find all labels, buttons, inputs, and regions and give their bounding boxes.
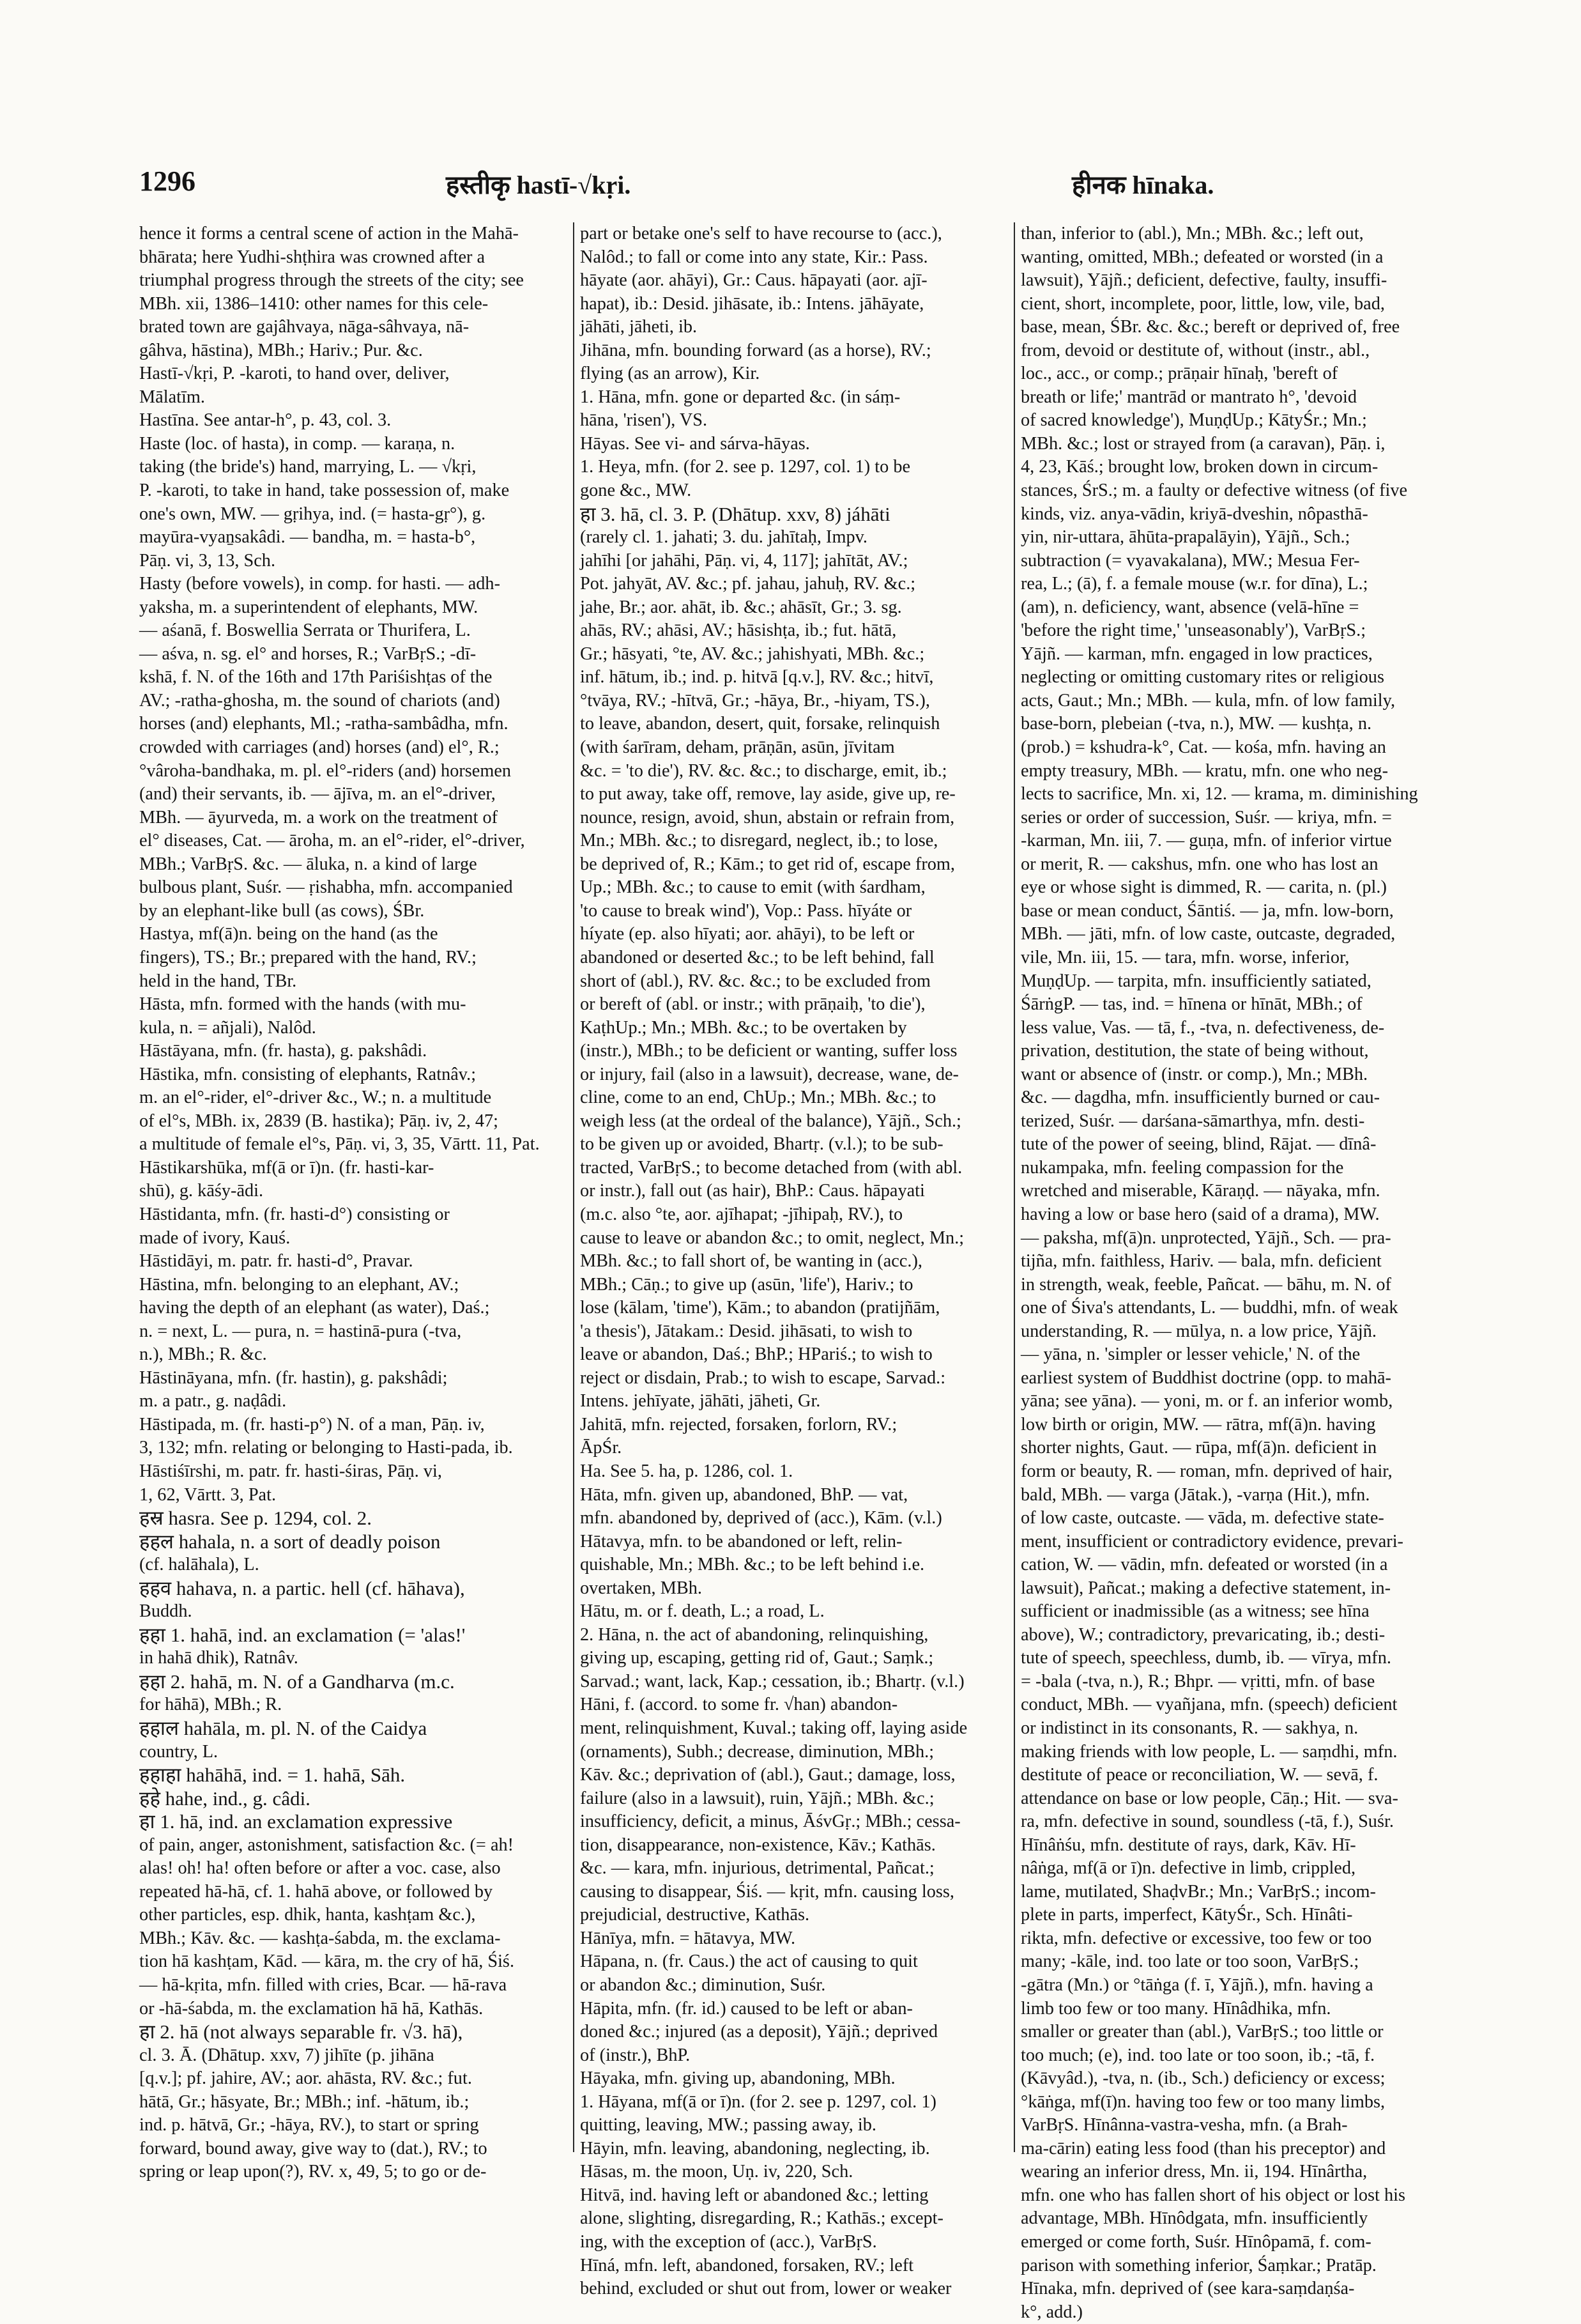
dictionary-line: ment, insufficient or contradictory evidence, prevari-	[1021, 1531, 1403, 1551]
dictionary-line: forward, bound away, give way to (dat.), RV.; to	[139, 2138, 487, 2159]
dictionary-line: be deprived of, R.; Kām.; to get rid of, escape from,	[580, 854, 955, 874]
dictionary-line: subtraction (= vyavakalana), MW.; Mesua Fer-	[1021, 550, 1360, 571]
dictionary-line: base-born, plebeian (-tva, n.), MW. — kushṭa, n.	[1021, 714, 1372, 734]
dictionary-line: part or betake one's self to have recourse to (acc.),	[580, 224, 942, 243]
dictionary-line: [q.v.]; pf. jahire, AV.; aor. ahāsta, RV. &c.; fut.	[139, 2068, 472, 2089]
dictionary-line: ra, mfn. defective in sound, soundless (-tā, f.), Suśr.	[1021, 1812, 1394, 1832]
dictionary-line: series or order of succession, Suśr. — kriya, mfn. =	[1021, 807, 1392, 827]
dictionary-line: 'to cause to break wind'), Vop.: Pass. hīyáte or	[580, 900, 912, 921]
dictionary-line: smaller or greater than (abl.), VarBṛS.; too little or	[1021, 2022, 1384, 2042]
dictionary-line: base or mean conduct, Śāntiś. — ja, mfn. low-born,	[1021, 900, 1394, 921]
dictionary-line: हहल hahala, n. a sort of deadly poison	[139, 1530, 441, 1553]
dictionary-line: Mālatīm.	[139, 387, 205, 407]
dictionary-line: loc., acc., or comp.; prāṇair hīnaḥ, 'bereft of	[1021, 364, 1338, 384]
dictionary-line: giving up, escaping, getting rid of, Gaut.; Saṃk.;	[580, 1648, 934, 1668]
dictionary-line: = -bala (-tva, n.), R.; Bhpr. — vṛitti, mfn. of base	[1021, 1671, 1375, 1691]
dictionary-line: हा 1. hā, ind. an exclamation expressive	[139, 1810, 453, 1833]
dictionary-line: MBh. &c.; to fall short of, be wanting in (acc.),	[580, 1251, 922, 1272]
dictionary-line: want or absence of (instr. or comp.), Mn.; MBh.	[1021, 1064, 1368, 1084]
dictionary-line: base, mean, ŚBr. &c. &c.; bereft or deprived of, free	[1021, 317, 1400, 337]
left-running-head: हस्तीकृ hastī-√kṛi.	[446, 171, 631, 199]
dictionary-line: destitute of peace or reconciliation, W. — sevā, f.	[1021, 1765, 1379, 1785]
dictionary-line: &c. = 'to die'), RV. &c. &c.; to discharge, emit, ib.;	[580, 760, 947, 781]
dictionary-line: lame, mutilated, ShaḍvBr.; Mn.; VarBṛS.; incom-	[1021, 1881, 1376, 1902]
dictionary-line: lects to sacrifice, Mn. xi, 12. — krama, m. diminishing	[1021, 784, 1418, 804]
dictionary-line: mfn. abandoned by, deprived of (acc.), Kām. (v.l.)	[580, 1508, 942, 1528]
dictionary-line: one's own, MW. — gṛihya, ind. (= hasta-gṛ°), g.	[139, 504, 486, 524]
dictionary-line: of sacred knowledge'), MuṇḍUp.; KātyŚr.; Mn.;	[1021, 410, 1367, 431]
dictionary-line: (Kāvyâd.), -tva, n. (ib., Sch.) deficiency or excess;	[1021, 2068, 1386, 2089]
dictionary-line: gone &c., MW.	[580, 481, 692, 501]
dictionary-line: cient, short, incomplete, poor, little, low, vile, bad,	[1021, 293, 1385, 314]
dictionary-line: (am), n. deficiency, want, absence (velā-hīne =	[1021, 597, 1359, 617]
dictionary-line: MBh. — jāti, mfn. of low caste, outcaste, degraded,	[1021, 924, 1396, 944]
dictionary-line: हा 3. hā, cl. 3. P. (Dhātup. xxv, 8) jáhāti	[580, 502, 890, 525]
dictionary-line: hātā, Gr.; hāsyate, Br.; MBh.; inf. -hātum, ib.;	[139, 2091, 470, 2112]
dictionary-line: 2. Hāna, n. the act of abandoning, relinquishing,	[580, 1624, 929, 1645]
dictionary-line: to be given up or avoided, Bhartṛ. (v.l.); to be sub-	[580, 1134, 943, 1155]
dictionary-line: Hāyaka, mfn. giving up, abandoning, MBh.	[580, 2068, 896, 2089]
dictionary-line: Hitvā, ind. having left or abandoned &c.; letting	[580, 2185, 929, 2205]
dictionary-line: tion, disappearance, non-existence, Kāv.; Kathās.	[580, 1835, 936, 1855]
dictionary-line: Mn.; MBh. &c.; to disregard, neglect, ib.; to lose,	[580, 831, 938, 851]
dictionary-line: yaksha, m. a superintendent of elephants, MW.	[139, 597, 478, 617]
dictionary-line: Hāsas, m. the moon, Uṇ. iv, 220, Sch.	[580, 2162, 853, 2182]
dictionary-line: privation, destitution, the state of being without,	[1021, 1041, 1369, 1061]
dictionary-line: causing to disappear, Śiś. — kṛit, mfn. causing loss,	[580, 1881, 954, 1902]
dictionary-line: °vâroha-bandhaka, m. pl. el°-riders (and) horsemen	[139, 760, 512, 781]
dictionary-line: in strength, weak, feeble, Pañcat. — bāhu, m. N. of	[1021, 1274, 1391, 1295]
dictionary-line: MBh.; VarBṛS. &c. — āluka, n. a kind of large	[139, 854, 477, 874]
dictionary-line: plete in parts, imperfect, KātyŚr., Sch. Hīnâti-	[1021, 1905, 1353, 1925]
dictionary-line: हहव hahava, n. a partic. hell (cf. hāhava),	[139, 1576, 465, 1599]
dictionary-line: cause to leave or abandon &c.; to omit, neglect, Mn.;	[580, 1227, 965, 1248]
dictionary-line: °kāṅga, mf(ī)n. having too few or too many limbs,	[1021, 2091, 1386, 2112]
dictionary-line: behind, excluded or shut out from, lower or weaker	[580, 2279, 952, 2299]
dictionary-line: having the depth of an elephant (as water), Daś.;	[139, 1298, 490, 1318]
dictionary-line: hence it forms a central scene of action in the Mahā-	[139, 224, 519, 243]
dictionary-line: Yājñ. — karman, mfn. engaged in low practices,	[1021, 643, 1373, 664]
dictionary-line: quitting, leaving, MW.; passing away, ib.	[580, 2115, 876, 2135]
dictionary-line: m. an el°-rider, el°-driver &c., W.; n. a multitude	[139, 1088, 492, 1108]
dictionary-line: MuṇḍUp. — tarpita, mfn. insufficiently satiated,	[1021, 971, 1371, 991]
dictionary-line: 1. Hāyana, mf(ā or ī)n. (for 2. see p. 1297, col. 1)	[580, 2091, 936, 2112]
dictionary-line: Hāstiśīrshi, m. patr. fr. hasti-śiras, Pāṇ. vi,	[139, 1461, 442, 1481]
dictionary-line: understanding, R. — mūlya, n. a low price, Yājñ.	[1021, 1321, 1377, 1341]
dictionary-line: wearing an inferior dress, Mn. ii, 194. Hīnârtha,	[1021, 2162, 1368, 2182]
dictionary-line: (prob.) = kshudra-k°, Cat. — kośa, mfn. having an	[1021, 737, 1386, 758]
dictionary-line: MBh. — āyurveda, m. a work on the treatment of	[139, 807, 498, 827]
dictionary-line: Hātu, m. or f. death, L.; a road, L.	[580, 1601, 825, 1622]
dictionary-line: tion hā kashṭam, Kād. — kāra, m. the cry of hā, Śiś.	[139, 1951, 515, 1972]
dictionary-line: or injury, fail (also in a lawsuit), decrease, wane, de-	[580, 1064, 959, 1084]
dictionary-line: — aśva, n. sg. el° and horses, R.; VarBṛS.; -dī-	[139, 643, 477, 664]
dictionary-line: 1, 62, Vārtt. 3, Pat.	[139, 1484, 277, 1505]
dictionary-line: tute of speech, speechless, dumb, ib. — vīrya, mfn.	[1021, 1648, 1391, 1668]
dictionary-line: in hahā dhik), Ratnâv.	[139, 1648, 298, 1668]
dictionary-line: rikta, mfn. defective or excessive, too few or too	[1021, 1928, 1372, 1948]
dictionary-line: quishable, Mn.; MBh. &c.; to be left behind i.e.	[580, 1555, 925, 1575]
dictionary-line: (m.c. also °te, aor. ajīhapat; -jīhipaḥ, RV.), to	[580, 1204, 903, 1224]
dictionary-line: yāna; see yāna). — yoni, m. or f. an inferior womb,	[1021, 1391, 1393, 1412]
dictionary-line: to leave, abandon, desert, quit, forsake, relinquish	[580, 714, 940, 734]
dictionary-line: horses (and) elephants, Ml.; -ratha-sambâdha, mfn.	[139, 714, 508, 734]
dictionary-line: tute of the power of seeing, blind, Rājat. — dīnâ-	[1021, 1134, 1377, 1155]
dictionary-line: (cf. halāhala), L.	[139, 1555, 259, 1575]
dictionary-line: Jihāna, mfn. bounding forward (as a horse), RV.;	[580, 340, 931, 360]
dictionary-line: cation, W. — vādin, mfn. defeated or worsted (in a	[1021, 1555, 1388, 1575]
dictionary-line: k°, add.)	[1021, 2302, 1083, 2322]
dictionary-line: Hāpana, n. (fr. Caus.) the act of causing to quit	[580, 1951, 918, 1972]
dictionary-line: Hastī-√kṛi, P. -karoti, to hand over, deliver,	[139, 364, 450, 384]
dictionary-line: Hātavya, mfn. to be abandoned or left, relin-	[580, 1531, 903, 1551]
dictionary-line: a multitude of female el°s, Pāṇ. vi, 3, 35, Vārtt. 11, Pat.	[139, 1134, 540, 1155]
dictionary-line: MBh.; Cāṇ.; to give up (asūn, 'life'), Hariv.; to	[580, 1274, 913, 1295]
dictionary-line: acts, Gaut.; Mn.; MBh. — kula, mfn. of low family,	[1021, 690, 1396, 711]
dictionary-line: bulbous plant, Suśr. — ṛishabha, mfn. accompanied	[139, 877, 513, 898]
dictionary-line: ma-cārin) eating less food (than his preceptor) and	[1021, 2138, 1386, 2159]
dictionary-line: one of Śiva's attendants, L. — buddhi, mfn. of weak	[1021, 1298, 1398, 1318]
dictionary-line: Hāyas. See vi- and sárva-hāyas.	[580, 433, 810, 454]
dictionary-line: Sarvad.; want, lack, Kap.; cessation, ib.; Bhartṛ. (v.l.)	[580, 1671, 965, 1691]
dictionary-line: Hāstidanta, mfn. (fr. hasti-d°) consisting or	[139, 1204, 450, 1224]
dictionary-line: neglecting or omitting customary rites or religious	[1021, 667, 1384, 688]
dictionary-line: of pain, anger, astonishment, satisfaction &c. (= ah!	[139, 1835, 514, 1855]
dictionary-line: spring or leap upon(?), RV. x, 49, 5; to go or de-	[139, 2162, 487, 2182]
dictionary-line: abandoned or deserted &c.; to be left behind, fall	[580, 947, 935, 967]
dictionary-line: हहे hahe, ind., g. câdi.	[139, 1787, 310, 1810]
dictionary-line: — aśanā, f. Boswellia Serrata or Thurifera, L.	[139, 620, 471, 641]
dictionary-line: हा 2. hā (not always separable fr. √3. hā),	[139, 2020, 463, 2043]
dictionary-line: Jahitā, mfn. rejected, forsaken, forlorn, RV.;	[580, 1414, 897, 1435]
dictionary-line: Up.; MBh. &c.; to cause to emit (with śardham,	[580, 877, 926, 898]
dictionary-line: tracted, VarBṛS.; to become detached from (with abl.	[580, 1157, 963, 1178]
dictionary-line: shorter nights, Gaut. — rūpa, mf(ā)n. deficient in	[1021, 1438, 1377, 1458]
dictionary-line: limb too few or too many. Hīnâdhika, mfn.	[1021, 1998, 1331, 2019]
dictionary-line: prejudicial, destructive, Kathās.	[580, 1905, 810, 1925]
dictionary-line: VarBṛS. Hīnânna-vastra-vesha, mfn. (a Brah-	[1021, 2115, 1348, 2135]
dictionary-line: bald, MBh. — varga (Jātak.), -varṇa (Hit.), mfn.	[1021, 1484, 1370, 1505]
dictionary-line: leave or abandon, Daś.; BhP.; HPariś.; to wish to	[580, 1344, 933, 1365]
dictionary-line: el° diseases, Cat. — āroha, m. an el°-rider, el°-driver,	[139, 831, 525, 851]
dictionary-line: híyate (ep. also hīyati; aor. ahāyi), to be left or	[580, 924, 915, 944]
dictionary-line: less value, Vas. — tā, f., -tva, n. defectiveness, de-	[1021, 1017, 1385, 1038]
dictionary-line: rea, L.; (ā), f. a female mouse (w.r. for dīna), L.;	[1021, 574, 1368, 594]
dictionary-line: triumphal progress through the streets of the city; see	[139, 270, 524, 291]
dictionary-line: — hā-kṛita, mfn. filled with cries, Bcar. — hā-rava	[139, 1975, 507, 1996]
dictionary-line: hāna, 'risen'), VS.	[580, 410, 708, 431]
dictionary-line: हहाल hahāla, m. pl. N. of the Caidya	[139, 1717, 427, 1739]
dictionary-line: made of ivory, Kauś.	[139, 1227, 291, 1248]
page-number: 1296	[139, 165, 195, 197]
dictionary-line: crowded with carriages (and) horses (and) el°, R.;	[139, 737, 500, 758]
dictionary-line: Pāṇ. vi, 3, 13, Sch.	[139, 550, 276, 571]
dictionary-line: jāhāti, jāheti, ib.	[580, 317, 698, 337]
dictionary-line: or merit, R. — cakshus, mfn. one who has lost an	[1021, 854, 1379, 874]
dictionary-line: jahīhi [or jahāhi, Pāṇ. vi, 4, 117]; jahītāt, AV.;	[580, 550, 908, 571]
dictionary-line: or instr.), fall out (as hair), BhP.: Caus. hāpayati	[580, 1181, 925, 1201]
dictionary-line: doned &c.; injured (as a deposit), Yājñ.; deprived	[580, 2022, 938, 2042]
dictionary-line: MBh.; Kāv. &c. — kashṭa-śabda, m. the exclama-	[139, 1928, 501, 1948]
dictionary-line: Hāta, mfn. given up, abandoned, BhP. — vat,	[580, 1484, 908, 1505]
dictionary-line: Hastīna. See antar-h°, p. 43, col. 3.	[139, 410, 392, 431]
dictionary-line: (ornaments), Subh.; decrease, diminution, MBh.;	[580, 1741, 935, 1762]
dictionary-line: alone, slighting, disregarding, R.; Kathās.; except-	[580, 2208, 943, 2229]
dictionary-line: form or beauty, R. — roman, mfn. deprived of hair,	[1021, 1461, 1393, 1481]
dictionary-line: Haste (loc. of hasta), in comp. — karaṇa, n.	[139, 433, 455, 454]
dictionary-line: हहाहा hahāhā, ind. = 1. hahā, Sāh.	[139, 1764, 406, 1787]
dictionary-line: हहा 2. hahā, m. N. of a Gandharva (m.c.	[139, 1670, 455, 1693]
dictionary-line: emerged or come forth, Suśr. Hīnôpamā, f. com-	[1021, 2232, 1371, 2252]
dictionary-line: Hīnâṅśu, mfn. destitute of rays, dark, Kāv. Hī-	[1021, 1835, 1356, 1855]
dictionary-line: tijña, mfn. faithless, Hariv. — bala, mfn. deficient	[1021, 1251, 1382, 1272]
dictionary-line: shū), g. kāśy-ādi.	[139, 1181, 264, 1201]
dictionary-line: nounce, resign, avoid, shun, abstain or refrain from,	[580, 807, 955, 827]
dictionary-line: yin, nir-uttara, āhūta-prapalāyin), Yājñ., Sch.;	[1021, 527, 1350, 548]
right-running-head: हीनक hīnaka.	[1072, 171, 1214, 199]
dictionary-line: P. -karoti, to take in hand, take possession of, make	[139, 481, 510, 501]
dictionary-line: short of (abl.), RV. &c. &c.; to be excluded from	[580, 971, 931, 991]
dictionary-line: lose (kālam, 'time'), Kām.; to abandon (pratijñām,	[580, 1298, 940, 1318]
dictionary-line: °tvāya, RV.; -hītvā, Gr.; -hāya, Br., -hiyam, TS.),	[580, 690, 930, 711]
dictionary-line: or abandon &c.; diminution, Suśr.	[580, 1975, 826, 1996]
dictionary-line: 'before the right time,' 'unseasonably'), VarBṛS.;	[1021, 620, 1366, 641]
dictionary-line: Hāpita, mfn. (fr. id.) caused to be left or aban-	[580, 1998, 913, 2019]
dictionary-line: making friends with low people, L. — saṃdhi, mfn.	[1021, 1741, 1398, 1762]
dictionary-line: (instr.), MBh.; to be deficient or wanting, suffer loss	[580, 1041, 958, 1061]
dictionary-line: (rarely cl. 1. jahati; 3. du. jahītaḥ, Impv.	[580, 527, 867, 548]
dictionary-line: Hāstidāyi, m. patr. fr. hasti-d°, Pravar.	[139, 1251, 413, 1272]
dictionary-line: vile, Mn. iii, 15. — tara, mfn. worse, inferior,	[1021, 947, 1350, 967]
dictionary-line: too much; (e), ind. too late or too soon, ib.; -tā, f.	[1021, 2045, 1375, 2065]
dictionary-line: weigh less (at the ordeal of the balance), Yājñ., Sch.;	[580, 1111, 961, 1131]
dictionary-line: held in the hand, TBr.	[139, 971, 297, 991]
dictionary-line: Hīná, mfn. left, abandoned, forsaken, RV.; left	[580, 2255, 914, 2275]
dictionary-line: taking (the bride's) hand, marrying, L. — √kṛi,	[139, 457, 477, 477]
dictionary-line: empty treasury, MBh. — kratu, mfn. one who neg-	[1021, 760, 1388, 781]
dictionary-line: hapat), ib.: Desid. jihāsate, ib.: Intens. jāhāyate,	[580, 293, 924, 314]
dictionary-line: (with śarīram, deham, prāṇān, asūn, jīvitam	[580, 737, 895, 758]
dictionary-line: nâṅga, mf(ā or ī)n. defective in limb, crippled,	[1021, 1858, 1356, 1879]
dictionary-line: ĀpŚr.	[580, 1438, 622, 1458]
column-rule	[1014, 222, 1015, 2152]
dictionary-line: Hāstikarshūka, mf(ā or ī)n. (fr. hasti-kar-	[139, 1157, 434, 1178]
dictionary-line: हहा 1. hahā, ind. an exclamation (= 'alas!'	[139, 1623, 466, 1646]
dictionary-line: than, inferior to (abl.), Mn.; MBh. &c.; left out,	[1021, 224, 1364, 243]
dictionary-line: or bereft of (abl. or instr.; with prāṇaiḥ, 'to die'),	[580, 994, 926, 1015]
dictionary-line: AV.; -ratha-ghosha, m. the sound of chariots (and)	[139, 690, 500, 711]
dictionary-line: Buddh.	[139, 1601, 192, 1622]
dictionary-line: eye or whose sight is dimmed, R. — carita, n. (pl.)	[1021, 877, 1387, 898]
dictionary-line: alas! oh! ha! often before or after a voc. case, also	[139, 1858, 501, 1879]
dictionary-line: above), W.; contradictory, prevaricating, ib.; desti-	[1021, 1624, 1386, 1645]
dictionary-line: lawsuit), Yājñ.; deficient, defective, faulty, insuffi-	[1021, 270, 1387, 291]
dictionary-line: wanting, omitted, MBh.; defeated or worsted (in a	[1021, 247, 1384, 267]
dictionary-line: of (instr.), BhP.	[580, 2045, 691, 2065]
dictionary-line: MBh. xii, 1386–1410: other names for this cele-	[139, 293, 489, 314]
dictionary-line: Hāyin, mfn. leaving, abandoning, neglecting, ib.	[580, 2138, 930, 2159]
dictionary-line: (and) their servants, ib. — ājīva, m. an el°-driver,	[139, 784, 496, 804]
dictionary-line: cline, come to an end, ChUp.; Mn.; MBh. &c.; to	[580, 1088, 936, 1108]
dictionary-line: Intens. jehīyate, jāhāti, jāheti, Gr.	[580, 1391, 821, 1412]
dictionary-line: from, devoid or destitute of, without (instr., abl.,	[1021, 340, 1370, 360]
dictionary-line: failure (also in a lawsuit), ruin, Yājñ.; MBh. &c.;	[580, 1788, 935, 1808]
dictionary-line: fingers), TS.; Br.; prepared with the hand, RV.;	[139, 947, 477, 967]
dictionary-line: -karman, Mn. iii, 7. — guṇa, mfn. of inferior virtue	[1021, 831, 1392, 851]
column-left	[139, 222, 569, 2182]
dictionary-line: ing, with the exception of (acc.), VarBṛS.	[580, 2232, 877, 2252]
column-right	[1021, 222, 1450, 2322]
dictionary-line: many; -kāle, ind. too late or too soon, VarBṛS.;	[1021, 1951, 1359, 1972]
dictionary-line: &c. — dagdha, mfn. insufficiently burned or cau-	[1021, 1088, 1380, 1108]
dictionary-line: advantage, MBh. Hīnôdgata, mfn. insufficiently	[1021, 2208, 1368, 2229]
dictionary-line: sufficient or inadmissible (as a witness; see hīna	[1021, 1601, 1370, 1622]
dictionary-line: lawsuit), Pañcat.; making a defective statement, in-	[1021, 1578, 1391, 1598]
dictionary-line: ŚārṅgP. — tas, ind. = hīnena or hīnāt, MBh.; of	[1021, 994, 1363, 1015]
dictionary-line: KaṭhUp.; Mn.; MBh. &c.; to be overtaken by	[580, 1017, 907, 1038]
dictionary-line: Pot. jahyāt, AV. &c.; pf. jahau, jahuḥ, RV. &c.;	[580, 574, 916, 594]
dictionary-line: to put away, take off, remove, lay aside, give up, re-	[580, 784, 956, 804]
dictionary-line: Hāsta, mfn. formed with the hands (with mu-	[139, 994, 466, 1015]
dictionary-line: kinds, viz. anya-vādin, kriyā-dveshin, nôpasthā-	[1021, 504, 1368, 524]
dictionary-line: overtaken, MBh.	[580, 1578, 702, 1598]
dictionary-line: other particles, esp. dhik, hanta, kashṭam &c.),	[139, 1905, 476, 1925]
dictionary-line: Hāstāyana, mfn. (fr. hasta), g. pakshâdi.	[139, 1041, 427, 1061]
dictionary-line: by an elephant-like bull (as cows), ŚBr.	[139, 900, 425, 921]
dictionary-line: or indistinct in its consonants, R. — sakhya, n.	[1021, 1718, 1359, 1738]
dictionary-line: terized, Suśr. — darśana-sāmarthya, mfn. desti-	[1021, 1111, 1365, 1131]
dictionary-line: 4, 23, Kāś.; brought low, broken down in circum-	[1021, 457, 1379, 477]
dictionary-line: Hāstina, mfn. belonging to an elephant, AV.;	[139, 1274, 459, 1295]
dictionary-line: — paksha, mf(ā)n. unprotected, Yājñ., Sch. — pra-	[1021, 1227, 1391, 1248]
dictionary-line: — yāna, n. 'simpler or lesser vehicle,' N. of the	[1021, 1344, 1361, 1365]
dictionary-line: kula, n. = añjali), Nalôd.	[139, 1017, 316, 1038]
dictionary-line: having a low or base hero (said of a drama), MW.	[1021, 1204, 1380, 1224]
dictionary-line: MBh. &c.; lost or strayed from (a caravan), Pāṇ. i,	[1021, 433, 1386, 454]
dictionary-line: n. = next, L. — pura, n. = hastinā-pura (-tva,	[139, 1321, 462, 1341]
dictionary-line: 1. Hāna, mfn. gone or departed &c. (in sáṃ-	[580, 387, 901, 407]
dictionary-line: insufficiency, deficit, a minus, ĀśvGṛ.; MBh.; cessa-	[580, 1812, 961, 1832]
dictionary-line: ind. p. hātvā, Gr.; -hāya, RV.), to start or spring	[139, 2115, 479, 2135]
dictionary-line: or -hā-śabda, m. the exclamation hā hā, Kathās.	[139, 1998, 484, 2019]
dictionary-line: country, L.	[139, 1741, 218, 1762]
column-rule	[573, 222, 574, 2152]
dictionary-line: brated town are gajâhvaya, nāga-sâhvaya, nā-	[139, 317, 470, 337]
dictionary-line: reject or disdain, Prab.; to wish to escape, Sarvad.:	[580, 1367, 946, 1388]
dictionary-line: cl. 3. Ā. (Dhātup. xxv, 7) jihīte (p. jihāna	[139, 2045, 434, 2065]
dictionary-line: Ha. See 5. ha, p. 1286, col. 1.	[580, 1461, 793, 1481]
dictionary-line: &c. — kara, mfn. injurious, detrimental, Pañcat.;	[580, 1858, 935, 1879]
dictionary-line: Nalôd.; to fall or come into any state, Kir.: Pass.	[580, 247, 928, 267]
dictionary-line: ment, relinquishment, Kuval.; taking off, laying aside	[580, 1718, 968, 1738]
dictionary-line: hāyate (aor. ahāyi), Gr.: Caus. hāpayati (aor. ajī-	[580, 270, 928, 291]
dictionary-line: Hāstika, mfn. consisting of elephants, Ratnâv.;	[139, 1064, 477, 1084]
running-header	[139, 165, 1449, 203]
dictionary-line: Hāstipada, m. (fr. hasti-p°) N. of a man, Pāṇ. iv,	[139, 1414, 485, 1435]
dictionary-line: bhārata; here Yudhi-shṭhira was crowned after a	[139, 247, 485, 267]
dictionary-line: Hāstināyana, mfn. (fr. hastin), g. pakshâdi;	[139, 1367, 448, 1388]
dictionary-line: ahās, RV.; ahāsi, AV.; hāsishṭa, ib.; fut. hātā,	[580, 620, 897, 641]
dictionary-line: parison with something inferior, Śaṃkar.; Pratāp.	[1021, 2255, 1377, 2275]
dictionary-line: Hānīya, mfn. = hātavya, MW.	[580, 1928, 796, 1948]
dictionary-line: Hastya, mf(ā)n. being on the hand (as the	[139, 924, 438, 944]
dictionary-line: kshā, f. N. of the 16th and 17th Pariśishṭas of the	[139, 667, 493, 688]
dictionary-line: for hāhā), MBh.; R.	[139, 1695, 282, 1715]
dictionary-line: Hasty (before vowels), in comp. for hasti. — adh-	[139, 574, 500, 594]
dictionary-line: 1. Heya, mfn. (for 2. see p. 1297, col. 1) to be	[580, 457, 911, 477]
dictionary-line: mayūra-vyaṉsakâdi. — bandha, m. = hasta-b°,	[139, 527, 476, 548]
dictionary-line: 3, 132; mfn. relating or belonging to Hasti-pada, ib.	[139, 1438, 513, 1458]
dictionary-line: low birth or origin, MW. — rātra, mf(ā)n. having	[1021, 1414, 1376, 1435]
dictionary-line: repeated hā-hā, cf. 1. hahā above, or followed by	[139, 1881, 493, 1902]
dictionary-line: Kāv. &c.; deprivation of (abl.), Gaut.; damage, loss,	[580, 1765, 956, 1785]
dictionary-line: inf. hātum, ib.; ind. p. hitvā [q.v.], RV. &c.; hitvī,	[580, 667, 934, 688]
dictionary-line: flying (as an arrow), Kir.	[580, 364, 760, 384]
dictionary-line: -gātra (Mn.) or °tāṅga (f. ī, Yājñ.), mfn. having a	[1021, 1975, 1373, 1996]
dictionary-line: हस्र hasra. See p. 1294, col. 2.	[139, 1507, 372, 1530]
dictionary-line: stances, ŚrS.; m. a faulty or defective witness (of five	[1021, 481, 1408, 501]
dictionary-line: Hīnaka, mfn. deprived of (see kara-saṃdaṇśa-	[1021, 2279, 1355, 2299]
dictionary-line: breath or life;' mantrād or mantrato h°, 'devoid	[1021, 387, 1357, 407]
dictionary-line: wretched and miserable, Kāraṇḍ. — nāyaka, mfn.	[1021, 1181, 1380, 1201]
dictionary-line: n.), MBh.; R. &c.	[139, 1344, 267, 1365]
dictionary-line: Gr.; hāsyati, °te, AV. &c.; jahishyati, MBh. &c.;	[580, 643, 925, 664]
dictionary-line: mfn. one who has fallen short of his object or lost his	[1021, 2185, 1405, 2205]
dictionary-line: gâhva, hāstina), MBh.; Hariv.; Pur. &c.	[139, 340, 423, 360]
dictionary-line: nukampaka, mfn. feeling compassion for the	[1021, 1157, 1344, 1178]
dictionary-line: attendance on base or low people, Cāṇ.; Hit. — sva-	[1021, 1788, 1398, 1808]
dictionary-line: earliest system of Buddhist doctrine (opp. to mahā-	[1021, 1367, 1391, 1388]
dictionary-line: of low caste, outcaste. — vāda, m. defective state-	[1021, 1508, 1384, 1528]
column-middle	[580, 222, 1009, 2299]
dictionary-line: of el°s, MBh. ix, 2839 (B. hastika); Pāṇ. iv, 2, 47;	[139, 1111, 499, 1131]
dictionary-line: 'a thesis'), Jātakam.: Desid. jihāsati, to wish to	[580, 1321, 913, 1341]
dictionary-line: m. a patr., g. naḍâdi.	[139, 1391, 287, 1412]
dictionary-line: conduct, MBh. — vyañjana, mfn. (speech) deficient	[1021, 1695, 1398, 1715]
dictionary-line: jahe, Br.; aor. ahāt, ib. &c.; ahāsīt, Gr.; 3. sg.	[580, 597, 902, 617]
dictionary-line: Hāni, f. (accord. to some fr. √han) abandon-	[580, 1695, 898, 1715]
